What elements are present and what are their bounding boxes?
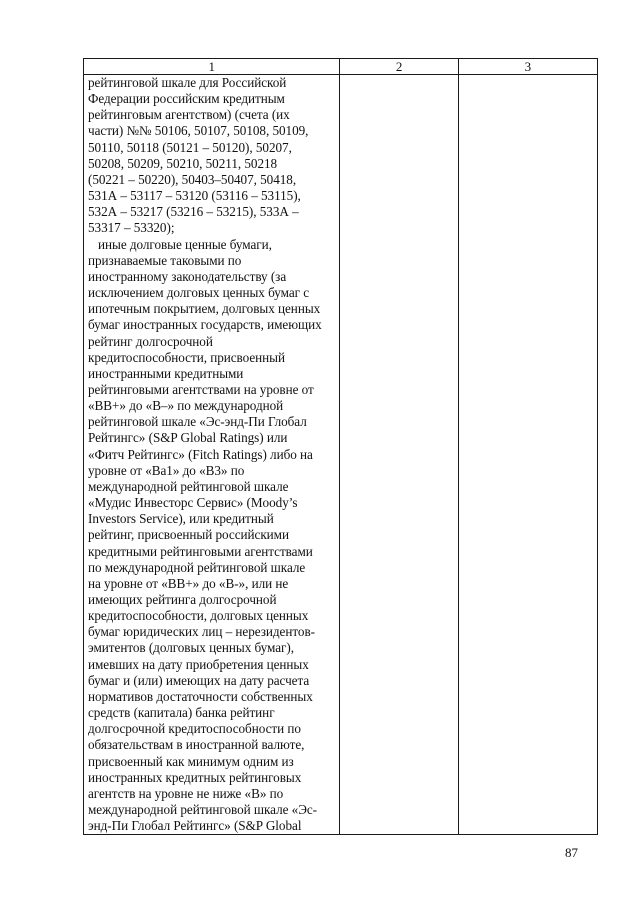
page-number: 87 <box>565 845 578 860</box>
text-line: по международной рейтинговой шкале <box>88 559 306 575</box>
text-line: Investors Service), или кредитный <box>88 511 274 527</box>
text-line: 50208, 50209, 50210, 50211, 50218 <box>88 155 278 171</box>
text-line: имеющих рейтинга долгосрочной <box>88 592 277 607</box>
text-line: рейтинг, присвоенный российскими <box>88 527 289 543</box>
text-line: обязательствам в иностранной валюте, <box>88 737 305 753</box>
text-line: ипотечным покрытием, долговых ценных <box>88 301 321 317</box>
text-line: на уровне от «BB+» до «B-», или не <box>88 575 289 591</box>
column-header-3: 3 <box>458 59 597 75</box>
text-line: 531А – 53117 – 53120 (53116 – 53115), <box>88 188 301 204</box>
table-cell-column-1 <box>84 75 340 835</box>
text-line: «Фитч Рейтингс» (Fitch Ratings) либо на <box>88 446 313 462</box>
text-line: 532А – 53217 (53216 – 53215), 533А – <box>88 204 299 220</box>
text-line: уровне от «Ba1» до «B3» по <box>88 462 245 478</box>
text-line: 50110, 50118 (50121 – 50120), 50207, <box>88 139 292 155</box>
column-header-2: 2 <box>340 59 458 75</box>
text-line: иностранными кредитными <box>88 365 244 381</box>
text-line: «BB+» до «B–» по международной <box>88 398 284 414</box>
text-line: имевших на дату приобретения ценных <box>88 656 309 672</box>
cell-text-column-1 <box>84 75 339 834</box>
text-line: эмитентов (долговых ценных бумаг), <box>88 640 294 656</box>
text-line: рейтинговыми агентствами на уровне от <box>88 381 314 397</box>
text-line: признаваемые таковыми по <box>88 252 242 268</box>
table-cell-column-3 <box>458 75 597 835</box>
table-cell-column-2 <box>340 75 458 835</box>
text-line: рейтинговой шкале «Эс-энд-Пи Глобал <box>88 414 307 430</box>
text-line: рейтинговой шкале для Российской <box>88 75 287 90</box>
text-line: средств (капитала) банка рейтинг <box>88 705 275 721</box>
text-line: долгосрочной кредитоспособности по <box>88 721 301 737</box>
table-row <box>84 75 598 835</box>
document-table <box>83 58 598 835</box>
text-line: нормативов достаточности собственных <box>88 688 313 704</box>
text-line: иностранному законодательству (за <box>88 268 287 284</box>
text-line: кредитоспособности, присвоенный <box>88 349 285 365</box>
text-line: «Мудис Инвесторс Сервис» (Moody’s <box>88 495 298 511</box>
table-header-row <box>84 59 598 75</box>
text-line: международной рейтинговой шкале «Эс- <box>88 802 317 818</box>
text-line: 53317 – 53320); <box>88 220 175 236</box>
text-line: бумаг и (или) имеющих на дату расчета <box>88 672 310 688</box>
text-line: рейтинг долгосрочной <box>88 333 213 349</box>
text-line: бумаг иностранных государств, имеющих <box>88 317 322 333</box>
text-line: кредитоспособности, долговых ценных <box>88 608 309 624</box>
text-line: бумаг юридических лиц – нерезидентов- <box>88 624 315 640</box>
text-line: Рейтингс» (S&P Global Ratings) или <box>88 430 288 446</box>
text-line: иные долговые ценные бумаги, <box>98 236 272 252</box>
text-line: рейтинговым агентством) (счета (их <box>88 107 290 123</box>
text-line: (50221 – 50220), 50403–50407, 50418, <box>88 171 297 187</box>
text-line: присвоенный как минимум одним из <box>88 753 294 769</box>
text-line: агентств на уровне не ниже «B» по <box>88 785 284 801</box>
column-header-1: 1 <box>84 59 340 75</box>
text-line: энд-Пи Глобал Рейтингс» (S&P Global <box>88 818 302 834</box>
text-line: иностранных кредитных рейтинговых <box>88 769 302 785</box>
text-line: международной рейтинговой шкале <box>88 478 289 494</box>
text-line: кредитными рейтинговыми агентствами <box>88 543 313 559</box>
text-line: Федерации российским кредитным <box>88 91 285 107</box>
text-line: части) №№ 50106, 50107, 50108, 50109, <box>88 123 309 139</box>
text-line: исключением долговых ценных бумаг с <box>88 285 310 301</box>
